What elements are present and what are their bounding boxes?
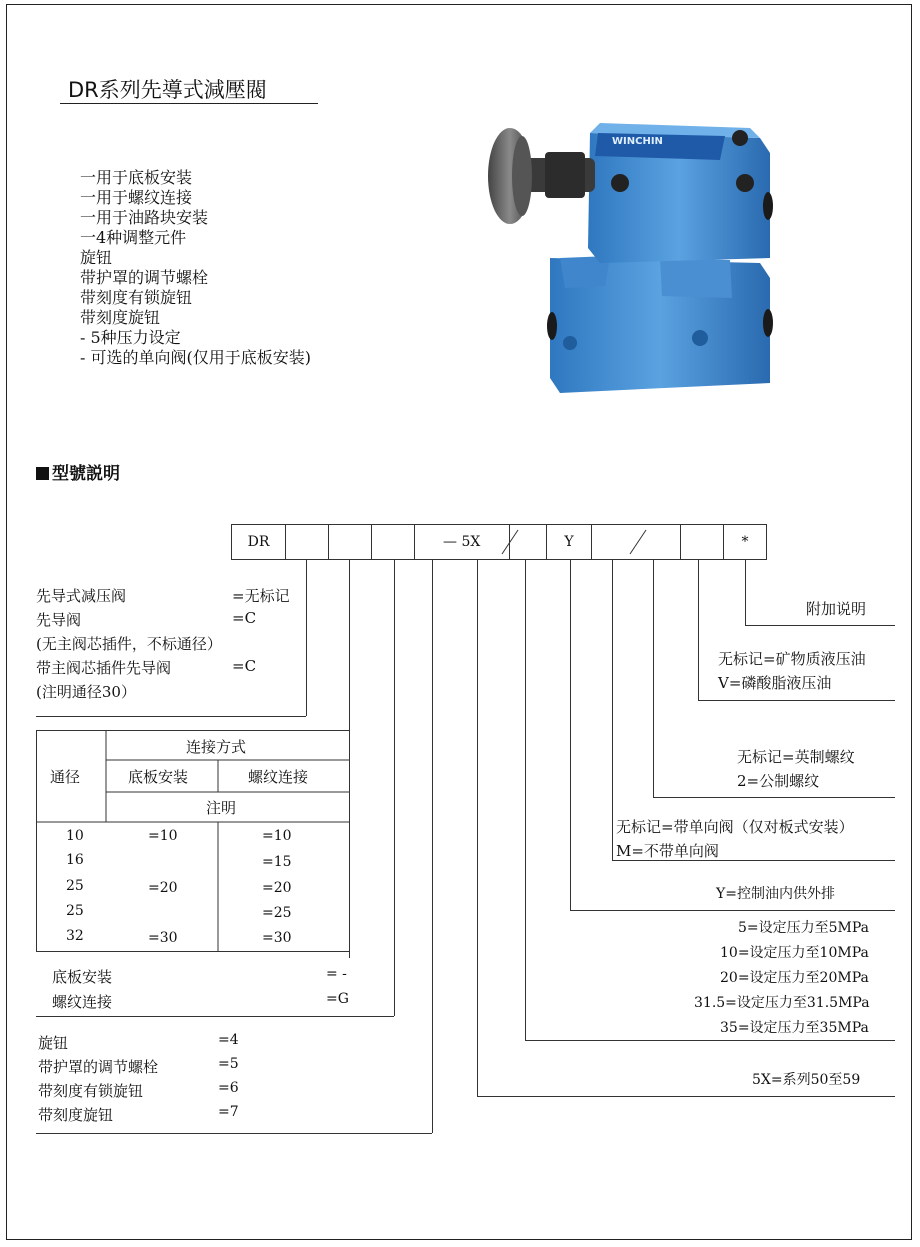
- feature-item: - 可选的单向阀(仅用于底板安装): [80, 348, 311, 367]
- adjust-code: =5: [218, 1056, 239, 1072]
- connector-line: [653, 560, 654, 797]
- code-box: [680, 524, 724, 560]
- note-fluid: 无标记=矿物质液压油: [718, 650, 866, 668]
- connector-line: [570, 910, 895, 911]
- connector-line: [653, 797, 895, 798]
- slash-mark: [490, 526, 530, 558]
- adjust-code: =7: [218, 1104, 239, 1120]
- connector-line: [306, 560, 307, 716]
- adjust-label: 带护罩的调节螺栓: [38, 1058, 159, 1076]
- mounting-label: 底板安装: [52, 968, 113, 986]
- connector-line: [432, 560, 433, 1133]
- table-sub-head: 底板安装: [128, 768, 189, 786]
- table-col-head: 通径: [50, 768, 81, 786]
- note-check: M=不带单向阀: [616, 842, 719, 860]
- pilot-label: 带主阀芯插件先导阀: [36, 659, 172, 677]
- note-pressure: 10=设定压力至10MPa: [720, 945, 869, 961]
- connector-line: [570, 560, 571, 910]
- connector-line: [525, 1040, 895, 1041]
- pilot-code: =C: [232, 657, 257, 675]
- table-note-head: 注明: [206, 799, 237, 817]
- connector-line: [477, 1096, 895, 1097]
- feature-item: 一用于油路块安装: [80, 208, 209, 227]
- feature-item: 一4种调整元件: [80, 228, 187, 247]
- note-pressure: 5=设定压力至5MPa: [738, 920, 870, 936]
- note-fluid: V=磷酸脂液压油: [718, 674, 832, 692]
- note-check: 无标记=带单向阀（仅对板式安装）: [616, 818, 854, 836]
- note-thread: 2=公制螺纹: [737, 772, 820, 790]
- note-thread: 无标记=英制螺纹: [737, 748, 855, 766]
- code-box-star: *: [723, 524, 767, 560]
- mounting-code: =G: [326, 991, 349, 1007]
- adjust-code: =6: [218, 1080, 239, 1096]
- feature-item: 旋钮: [80, 248, 113, 267]
- connector-line: [698, 560, 699, 700]
- square-bullet-icon: [36, 467, 49, 480]
- pilot-code: =无标记: [232, 587, 290, 605]
- adjust-label: 带刻度旋钮: [38, 1106, 114, 1124]
- table-cell-size: 25: [66, 903, 84, 919]
- note-pressure: 20=设定压力至20MPa: [720, 970, 869, 986]
- table-sub-head: 螺纹连接: [248, 768, 309, 786]
- product-label: WINCHIN: [612, 136, 663, 147]
- connector-line: [698, 700, 895, 701]
- connector-line: [394, 560, 395, 1016]
- table-cell-thread: =10: [262, 828, 292, 844]
- pilot-label: 先导阀: [36, 611, 82, 629]
- table-cell-plate: =20: [148, 880, 178, 896]
- feature-item: 带刻度旋钮: [80, 308, 161, 327]
- title-underline: [60, 103, 318, 104]
- note-pressure: 31.5=设定压力至31.5MPa: [694, 995, 870, 1011]
- connector-line: [36, 1016, 394, 1017]
- adjust-code: =4: [218, 1032, 239, 1048]
- note-series: 5X=系列50至59: [752, 1072, 861, 1088]
- table-cell-thread: =30: [262, 930, 292, 946]
- feature-item: 带护罩的调节螺栓: [80, 268, 209, 287]
- page-title: DR系列先導式減壓閥: [68, 78, 267, 102]
- feature-item: - 5种压力设定: [80, 328, 181, 347]
- pilot-label: (注明通径30）: [36, 683, 136, 701]
- section-title-text: 型號説明: [52, 464, 120, 484]
- adjust-label: 旋钮: [38, 1034, 69, 1052]
- pilot-label: (无主阀芯插件，不标通径）: [36, 635, 222, 653]
- connector-line: [525, 560, 526, 1040]
- note-drain: Y=控制油内供外排: [716, 886, 835, 902]
- code-box: [328, 524, 372, 560]
- code-box: [285, 524, 329, 560]
- code-box-dr: DR: [231, 524, 286, 560]
- connector-line: [612, 560, 613, 860]
- feature-item: 一用于螺纹连接: [80, 188, 193, 207]
- connector-line: [745, 560, 746, 625]
- table-cell-thread: =25: [262, 905, 292, 921]
- valve-product-image: [470, 108, 780, 408]
- code-box: [371, 524, 415, 560]
- adjust-label: 带刻度有锁旋钮: [38, 1082, 144, 1100]
- series-code: — 5X: [443, 534, 481, 550]
- connector-line: [36, 716, 306, 717]
- section-title: [36, 459, 120, 484]
- table-cell-plate: =10: [148, 828, 178, 844]
- connector-line: [36, 1133, 432, 1134]
- table-cell-size: 16: [66, 852, 84, 868]
- pilot-label: 先导式减压阀: [36, 587, 127, 605]
- table-cell-thread: =20: [262, 880, 292, 896]
- connector-line: [477, 560, 478, 1096]
- feature-item: 带刻度有锁旋钮: [80, 288, 193, 307]
- slash-mark: [620, 526, 660, 558]
- mounting-code: = -: [326, 966, 347, 982]
- table-cell-size: 10: [66, 828, 84, 844]
- table-group-head: 连接方式: [186, 738, 247, 756]
- connector-line: [745, 625, 895, 626]
- feature-item: 一用于底板安装: [80, 168, 193, 187]
- code-box-y: Y: [546, 524, 592, 560]
- note-extra: 附加说明: [806, 600, 867, 618]
- note-pressure: 35=设定压力至35MPa: [720, 1020, 869, 1036]
- mounting-label: 螺纹连接: [52, 993, 113, 1011]
- table-cell-plate: =30: [148, 930, 178, 946]
- pilot-code: =C: [232, 609, 257, 627]
- table-cell-thread: =15: [262, 854, 292, 870]
- table-cell-size: 32: [66, 928, 84, 944]
- table-cell-size: 25: [66, 878, 84, 894]
